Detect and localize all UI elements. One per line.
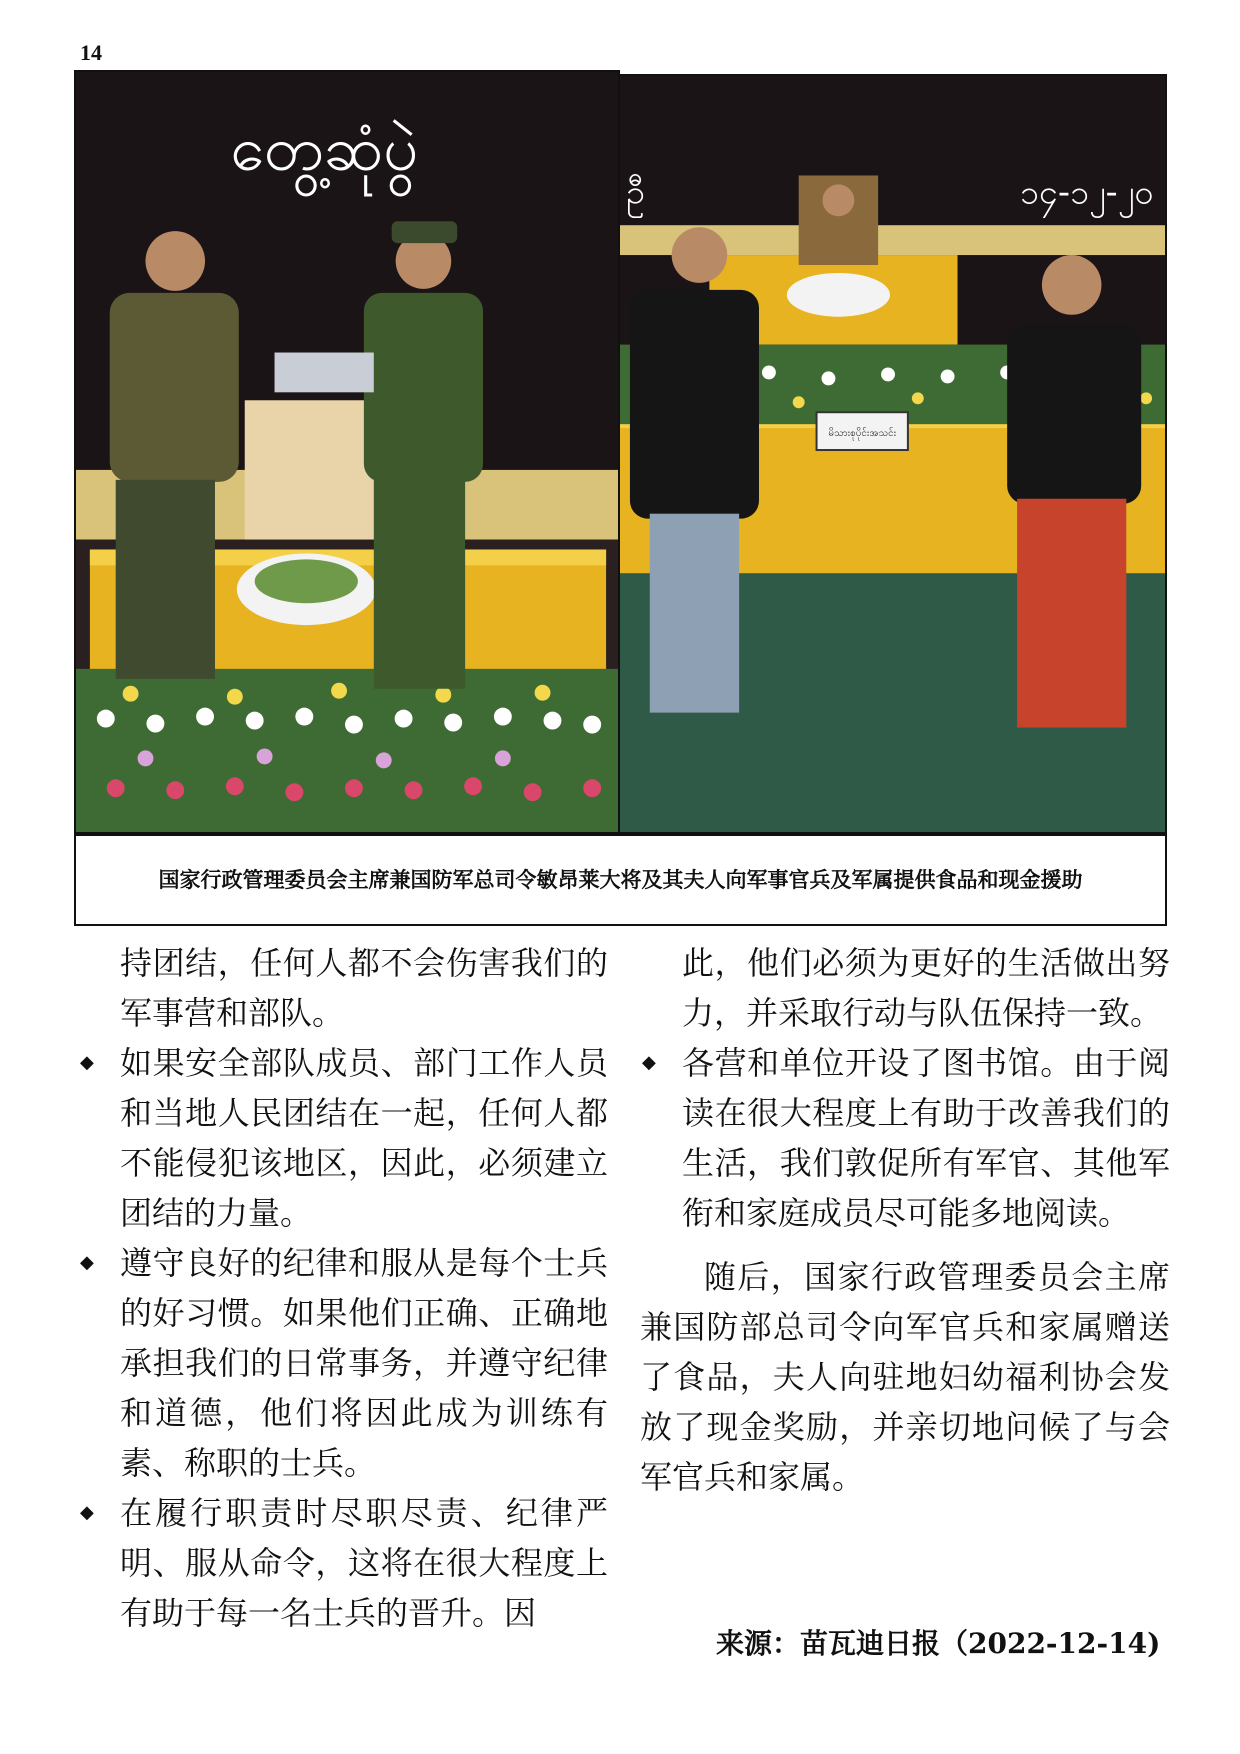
bullet-diamond-icon: ◆: [80, 1252, 94, 1273]
list-item: [640, 1038, 1170, 1238]
photo-right-illustration: [620, 76, 1165, 832]
bullet-diamond-icon: ◆: [80, 1052, 94, 1073]
photo-caption-box: [74, 834, 1167, 926]
right-continued-text: 此，他们必须为更好的生活做出努力，并采取行动与队伍保持一致。: [682, 944, 1170, 1032]
bullet-text: 各营和单位开设了图书馆。由于阅读在很大程度上有助于改善我们的生活，我们敦促所有军官、其他军衔和家庭成员尽可能多地阅读。: [682, 1044, 1170, 1232]
bullet-text: 遵守良好的纪律和服从是每个士兵的好习惯。如果他们正确、正确地承担我们的日常事务，并遵守纪律和道德，他们将因此成为训练有素、称职的士兵。: [120, 1244, 608, 1482]
gift-label: မိသားစုပိုင်းအသင်း: [828, 428, 897, 440]
photo-left-illustration: [76, 72, 618, 832]
page-number: 14: [80, 40, 102, 65]
bullet-diamond-icon: ◆: [80, 1502, 94, 1523]
bullet-text: 在履行职责时尽职尽责、纪律严明、服从命令，这将在很大程度上有助于每一名士兵的晋升。因: [120, 1494, 608, 1632]
right-banner-date: ၁၄-၁၂-၂၀: [1019, 172, 1154, 212]
list-item: [78, 1038, 608, 1238]
list-item: [78, 1238, 608, 1488]
photo-caption: 国家行政管理委员会主席兼国防军总司令敏昂莱大将及其夫人向军事官兵及军属提供食品和现金援助: [158, 867, 1083, 892]
list-item: [78, 1488, 608, 1638]
closing-paragraph: 随后，国家行政管理委员会主席兼国防部总司令向军官兵和家属赠送了食品，夫人向驻地妇幼福利协会发放了现金奖励，并亲切地问候了与会军官兵和家属。: [640, 1258, 1170, 1496]
left-continued-text: 持团结，任何人都不会伤害我们的军事营和部队。: [120, 944, 608, 1032]
bullet-diamond-icon: ◆: [642, 1052, 656, 1073]
right-banner-fragment: ဦ: [625, 172, 645, 212]
right-column: [640, 938, 1170, 1502]
bullet-text: 如果安全部队成员、部门工作人员和当地人民团结在一起，任何人都不能侵犯该地区，因此，必须建立团结的力量。: [120, 1044, 608, 1232]
photo-women-exchange: [618, 74, 1167, 834]
source-citation: 来源：苗瓦迪日报（2022-12-14): [716, 1627, 1161, 1660]
photo-generals-exchange: [74, 70, 620, 834]
left-banner-text: တွေ့ဆုံပွဲ: [230, 112, 419, 185]
left-column: [78, 938, 608, 1638]
